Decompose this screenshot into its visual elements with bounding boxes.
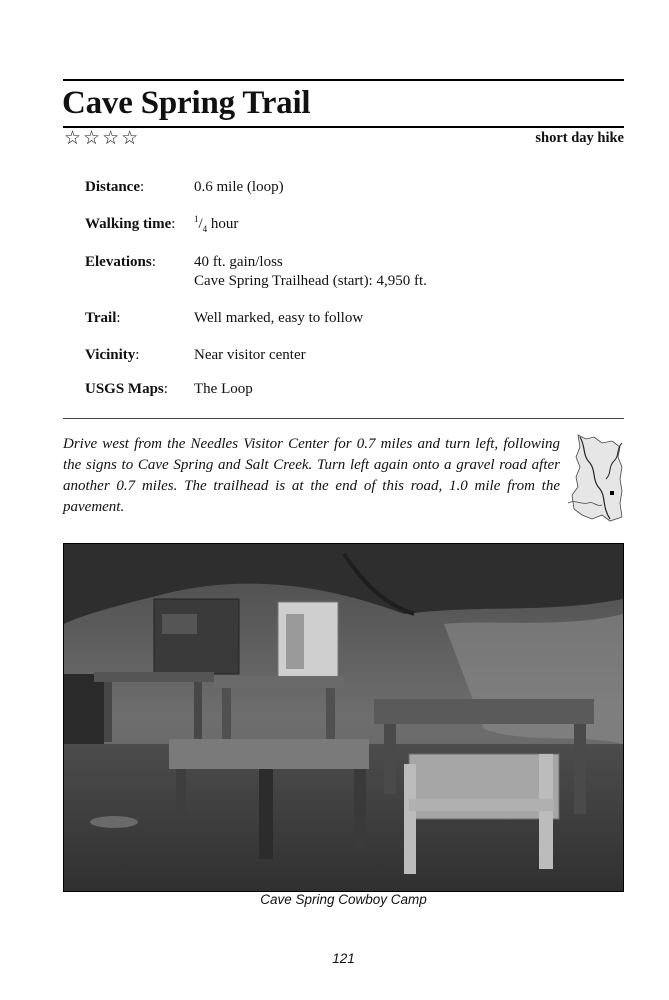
hike-type-label: short day hike <box>535 130 624 146</box>
info-label-walking-time: Walking time: <box>85 216 176 232</box>
driving-directions: Drive west from the Needles Visitor Center for 0.7 miles and turn left, following the signs to Cave Spring and Salt Creek. Turn left again onto a gravel road after another 0.7 miles. The trailhead is at the end of this road, 1.0 mile from the pavement. <box>63 436 560 515</box>
title-rule <box>63 126 624 128</box>
locator-map <box>566 433 626 525</box>
rating-stars: ☆☆☆☆ <box>64 128 141 149</box>
info-value-usgs-maps: The Loop <box>194 381 253 397</box>
info-value-trail: Well marked, easy to follow <box>194 310 364 326</box>
info-label-trail: Trail: <box>85 310 121 326</box>
info-value-walking-time: $^1/_4$ hour <box>194 214 239 234</box>
info-label-usgs-maps: USGS Maps: <box>85 381 168 397</box>
info-label-vicinity: Vicinity: <box>85 347 140 363</box>
page-number: 121 <box>332 951 355 966</box>
info-value-vicinity: Near visitor center <box>194 347 306 363</box>
page-title: Cave Spring Trail <box>62 85 311 121</box>
photo-caption: Cave Spring Cowboy Camp <box>260 892 427 907</box>
cowboy-camp-photo <box>63 543 624 892</box>
info-rule <box>63 418 624 419</box>
top-rule <box>63 79 624 81</box>
info-value-elevations: 40 ft. gain/loss Cave Spring Trailhead (start): 4,950 ft. <box>194 254 427 289</box>
info-label-distance: Distance: <box>85 179 145 195</box>
info-value-distance: 0.6 mile (loop) <box>194 179 284 195</box>
trail-location-marker <box>610 491 614 495</box>
info-label-elevations: Elevations: <box>85 254 156 270</box>
fraction: $^1/_4$ <box>194 214 208 234</box>
